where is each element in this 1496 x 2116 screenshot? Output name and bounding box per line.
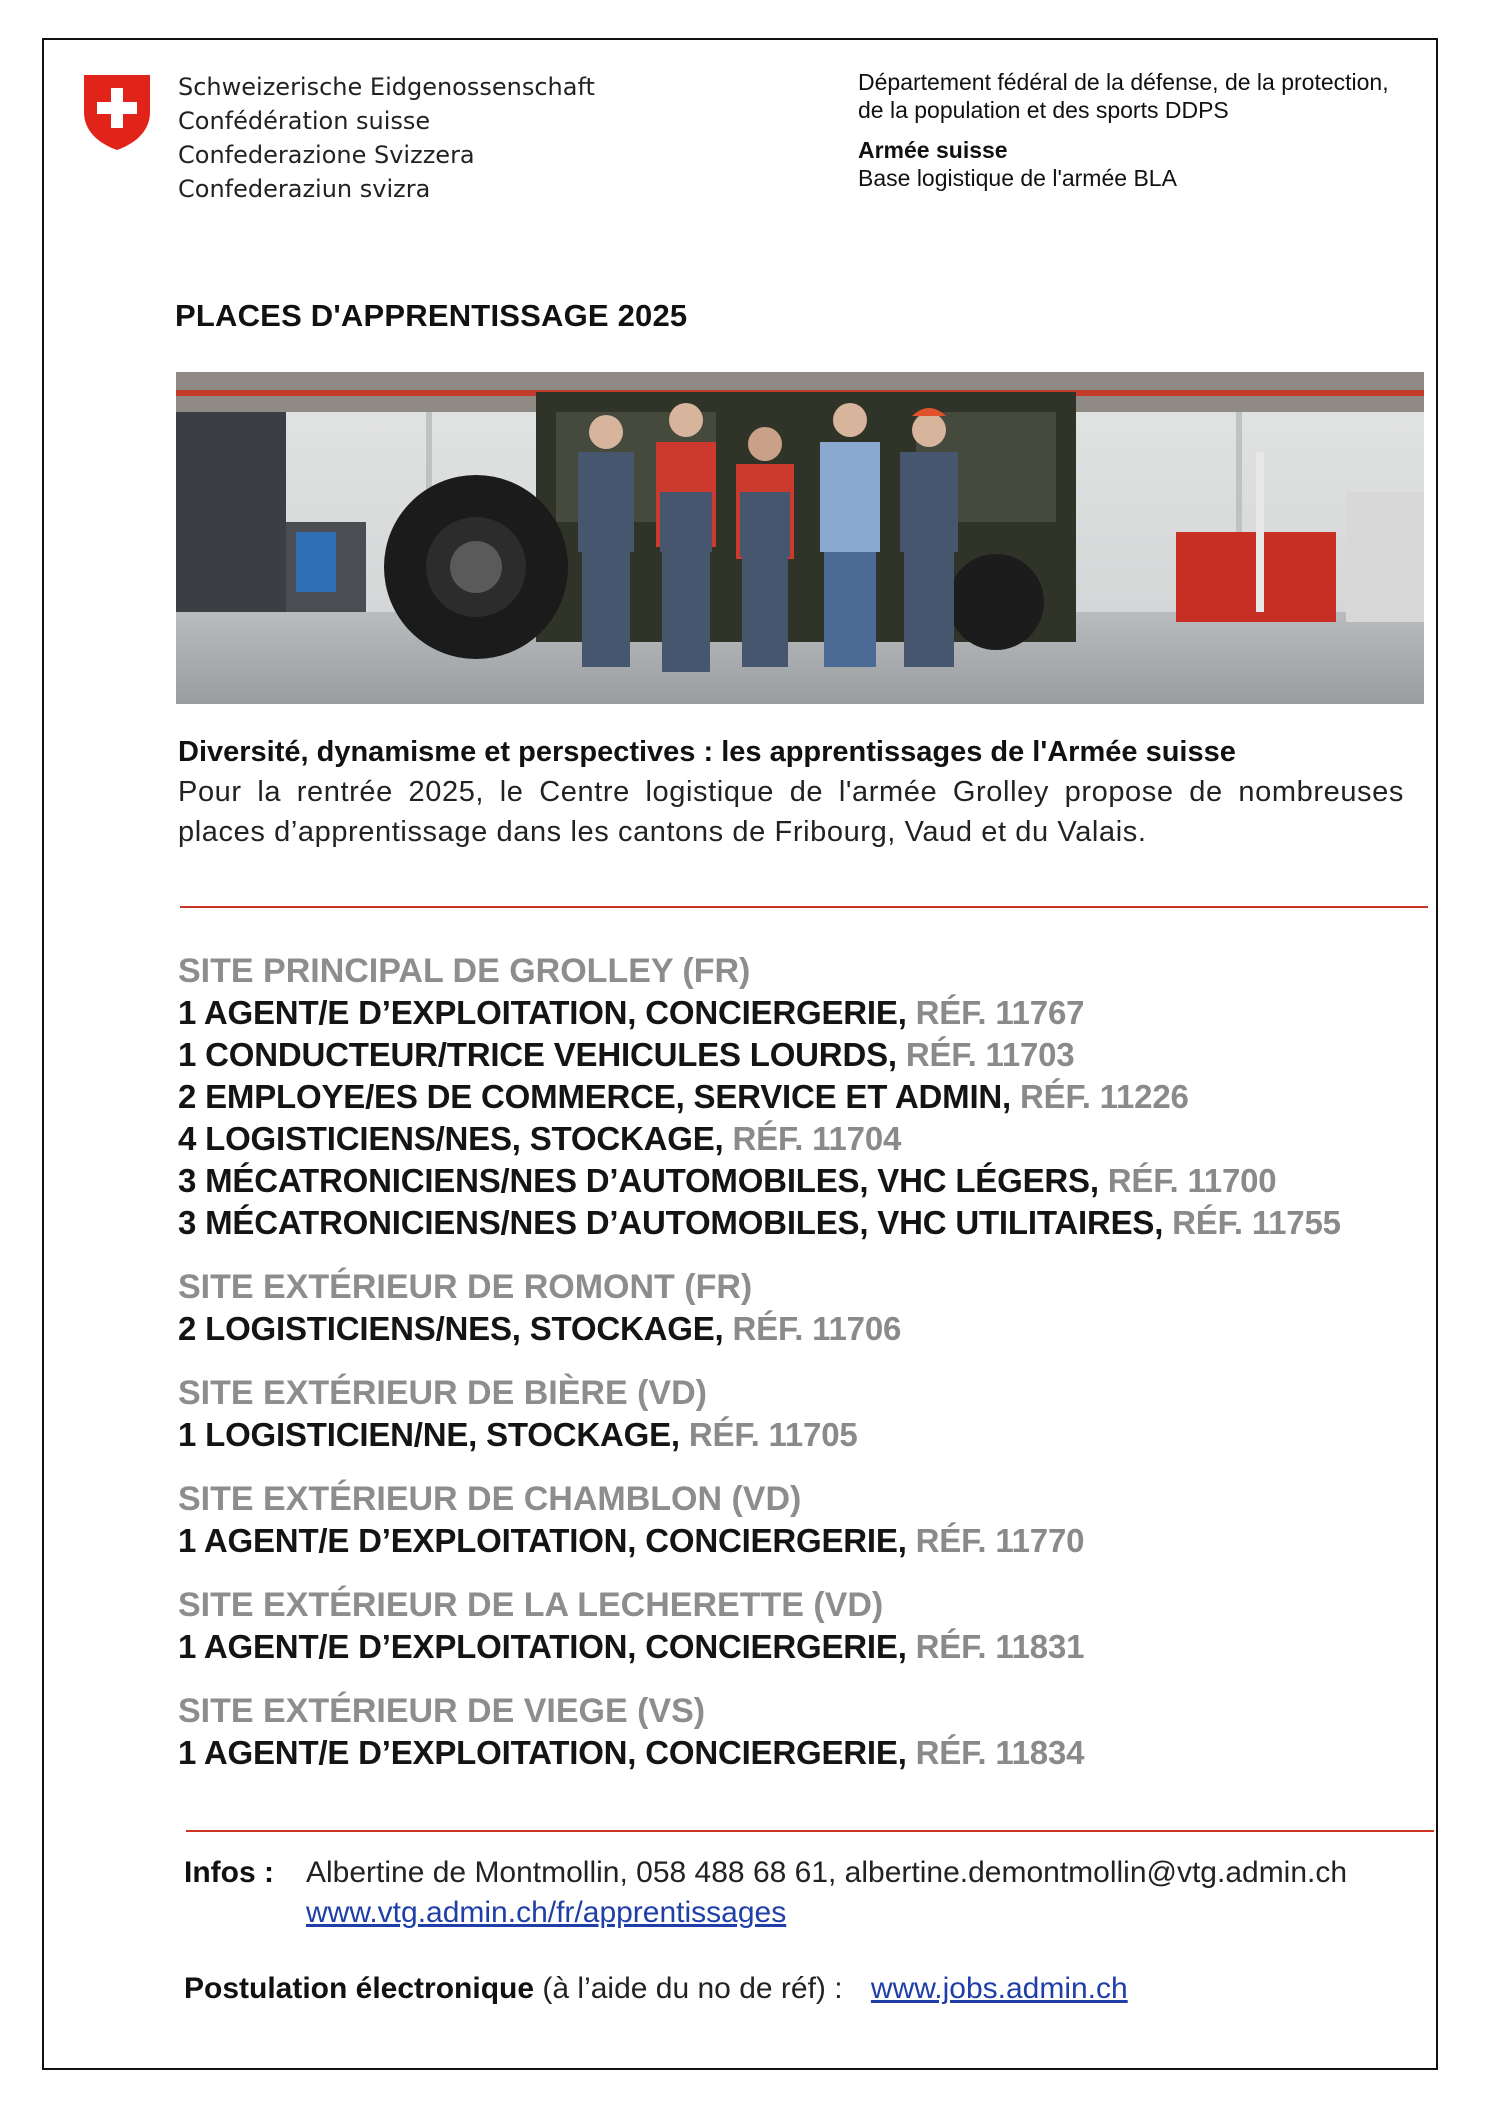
- job-title: 1 CONDUCTEUR/TRICE VEHICULES LOURDS,: [178, 1036, 897, 1073]
- job-line: [178, 1308, 1428, 1350]
- job-ref: RÉF. 11700: [1107, 1162, 1277, 1199]
- job-ref: RÉF. 11704: [732, 1120, 902, 1157]
- apprentices-photo: [176, 372, 1424, 704]
- job-line: [178, 1034, 1428, 1076]
- job-line: [178, 1732, 1428, 1774]
- job-line: [178, 992, 1428, 1034]
- divider-bottom: [186, 1830, 1434, 1832]
- job-line: [178, 1160, 1428, 1202]
- site-heading-biere: SITE EXTÉRIEUR DE BIÈRE (VD): [178, 1374, 707, 1412]
- job-line: [178, 1076, 1428, 1118]
- confederation-names: [178, 70, 595, 206]
- job-title: 1 AGENT/E D’EXPLOITATION, CONCIERGERIE,: [178, 1628, 907, 1665]
- apprenticeship-listings: [178, 950, 1428, 1774]
- site-heading-viege: SITE EXTÉRIEUR DE VIEGE (VS): [178, 1692, 706, 1730]
- divider-top: [180, 906, 1428, 908]
- department-block: [858, 68, 1389, 192]
- confederation-fr: Confédération suisse: [178, 107, 431, 135]
- job-line: [178, 1414, 1428, 1456]
- intro-body: Pour la rentrée 2025, le Centre logistique de l'armée Grolley propose de nombreuses places d’apprentissage dans les cantons de Fribourg, Vaud et du Valais.: [178, 776, 1404, 848]
- postulation-note: (à l’aide du no de réf) :: [542, 1972, 843, 2005]
- job-line: [178, 1626, 1428, 1668]
- department-line-1: Département fédéral de la défense, de la protection,: [858, 69, 1389, 95]
- job-ref: RÉF. 11703: [905, 1036, 1075, 1073]
- job-ref: RÉF. 11767: [915, 994, 1085, 1031]
- job-title: 2 LOGISTICIENS/NES, STOCKAGE,: [178, 1310, 724, 1347]
- job-title: 1 AGENT/E D’EXPLOITATION, CONCIERGERIE,: [178, 1734, 907, 1771]
- confederation-de: Schweizerische Eidgenossenschaft: [178, 73, 595, 101]
- army-name: Armée suisse: [858, 137, 1008, 163]
- intro-section: [178, 732, 1404, 852]
- page-title: PLACES D'APPRENTISSAGE 2025: [175, 298, 688, 333]
- job-ref: RÉF. 11770: [915, 1522, 1085, 1559]
- jobs-link[interactable]: www.jobs.admin.ch: [870, 1972, 1128, 2005]
- department-line-2: de la population et des sports DDPS: [858, 97, 1229, 123]
- job-ref: RÉF. 11755: [1172, 1204, 1341, 1241]
- site-heading-romont: SITE EXTÉRIEUR DE ROMONT (FR): [178, 1268, 753, 1306]
- job-ref: RÉF. 11226: [1020, 1078, 1189, 1115]
- job-ref: RÉF. 11706: [732, 1310, 902, 1347]
- job-title: 3 MÉCATRONICIENS/NES D’AUTOMOBILES, VHC LÉGERS,: [178, 1162, 1099, 1199]
- confederation-it: Confederazione Svizzera: [178, 141, 475, 169]
- job-title: 4 LOGISTICIENS/NES, STOCKAGE,: [178, 1120, 724, 1157]
- site-heading-grolley: SITE PRINCIPAL DE GROLLEY (FR): [178, 952, 751, 990]
- postulation-label: Postulation électronique: [184, 1972, 535, 2005]
- contact-details: Albertine de Montmollin, 058 488 68 61, albertine.demontmollin@vtg.admin.ch: [306, 1856, 1348, 1889]
- swiss-shield-icon: [80, 72, 154, 152]
- job-ref: RÉF. 11831: [915, 1628, 1085, 1665]
- site-heading-chamblon: SITE EXTÉRIEUR DE CHAMBLON (VD): [178, 1480, 802, 1518]
- job-title: 1 AGENT/E D’EXPLOITATION, CONCIERGERIE,: [178, 994, 907, 1031]
- job-title: 3 MÉCATRONICIENS/NES D’AUTOMOBILES, VHC UTILITAIRES,: [178, 1204, 1164, 1241]
- job-title: 1 AGENT/E D’EXPLOITATION, CONCIERGERIE,: [178, 1522, 907, 1559]
- confederation-rm: Confederaziun svizra: [178, 175, 431, 203]
- infos-label: Infos :: [184, 1856, 274, 1889]
- job-title: 1 LOGISTICIEN/NE, STOCKAGE,: [178, 1416, 680, 1453]
- apprenticeship-link[interactable]: www.vtg.admin.ch/fr/apprentissages: [306, 1896, 787, 1929]
- job-line: [178, 1202, 1428, 1244]
- job-line: [178, 1520, 1428, 1562]
- postulation-section: [184, 1972, 1128, 2006]
- site-heading-lecherette: SITE EXTÉRIEUR DE LA LECHERETTE (VD): [178, 1586, 884, 1624]
- intro-lead: Diversité, dynamisme et perspectives : les apprentissages de l'Armée suisse: [178, 736, 1236, 768]
- job-title: 2 EMPLOYE/ES DE COMMERCE, SERVICE ET ADMIN,: [178, 1078, 1012, 1115]
- job-ref: RÉF. 11705: [688, 1416, 858, 1453]
- job-ref: RÉF. 11834: [915, 1734, 1085, 1771]
- logistics-base: Base logistique de l'armée BLA: [858, 165, 1177, 191]
- job-line: [178, 1118, 1428, 1160]
